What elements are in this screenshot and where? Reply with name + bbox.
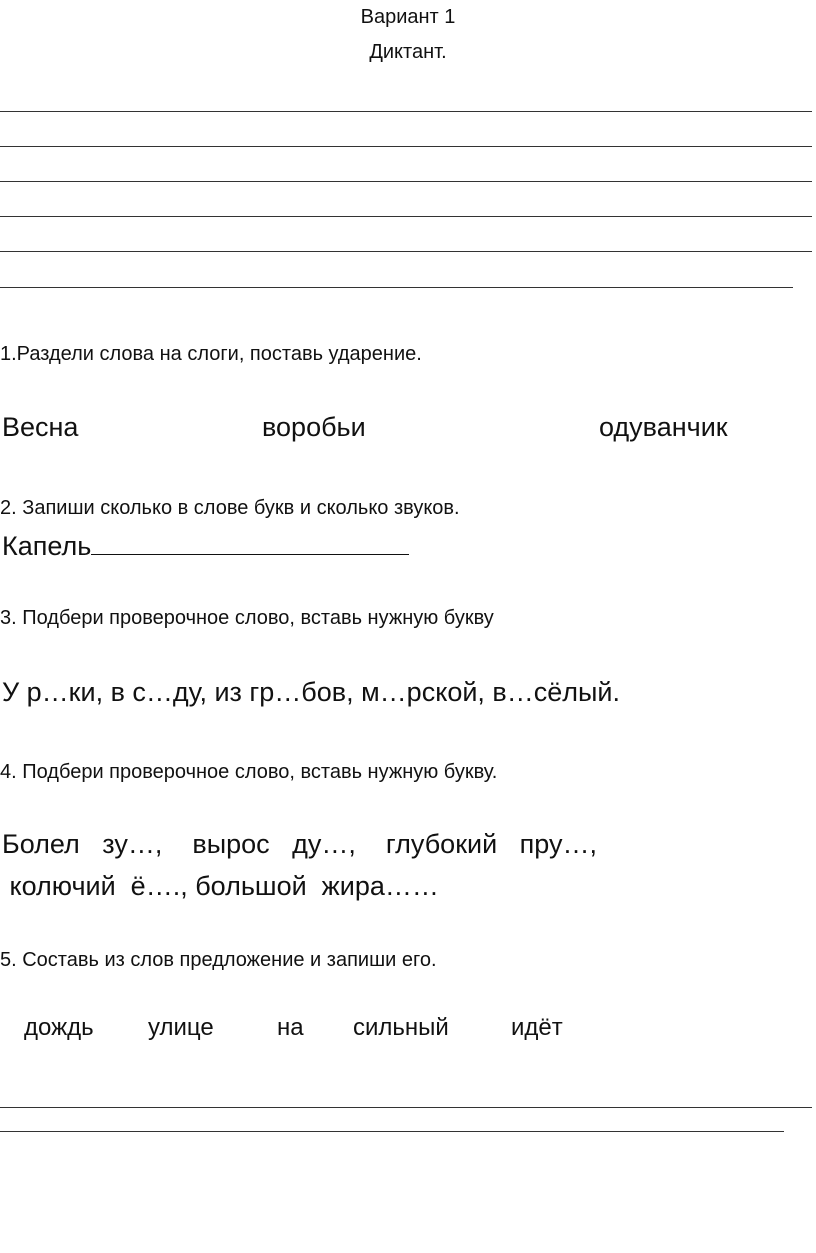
task5-word: сильный — [353, 1014, 449, 1041]
task5-word: улице — [148, 1014, 214, 1041]
writing-line — [0, 251, 812, 252]
task4-line-2: колючий ё…., большой жира…… — [2, 871, 439, 901]
writing-line — [0, 146, 812, 147]
task1-word: воробьи — [262, 412, 366, 442]
task4-instruction: 4. Подбери проверочное слово, вставь нужную букву. — [0, 761, 498, 783]
task1-word: одуванчик — [599, 412, 728, 442]
task5-word: идёт — [511, 1014, 563, 1041]
task2-answer-row — [2, 531, 409, 562]
writing-line — [0, 287, 793, 288]
writing-line — [0, 216, 812, 217]
answer-line — [0, 1131, 784, 1132]
task5-word: дождь — [24, 1014, 94, 1041]
task1-word: Весна — [2, 412, 79, 442]
task5-instruction: 5. Составь из слов предложение и запиши его. — [0, 949, 437, 971]
answer-line — [91, 534, 409, 555]
task4-line-1: Болел зу…, вырос ду…, глубокий пру…, — [2, 829, 598, 859]
task1-instruction: 1.Раздели слова на слоги, поставь ударение. — [0, 343, 422, 365]
dictation-title: Диктант. — [369, 41, 447, 63]
variant-title: Вариант 1 — [360, 6, 456, 28]
task2-word: Капель — [2, 531, 92, 561]
task3-words: У р…ки, в с…ду, из гр…бов, м…рской, в…сёлый. — [2, 677, 621, 707]
writing-line — [0, 181, 812, 182]
writing-line — [0, 111, 812, 112]
answer-line — [0, 1107, 812, 1108]
task3-instruction: 3. Подбери проверочное слово, вставь нужную букву — [0, 607, 494, 629]
task2-instruction: 2. Запиши сколько в слове букв и сколько звуков. — [0, 497, 460, 519]
task5-word: на — [277, 1014, 304, 1041]
